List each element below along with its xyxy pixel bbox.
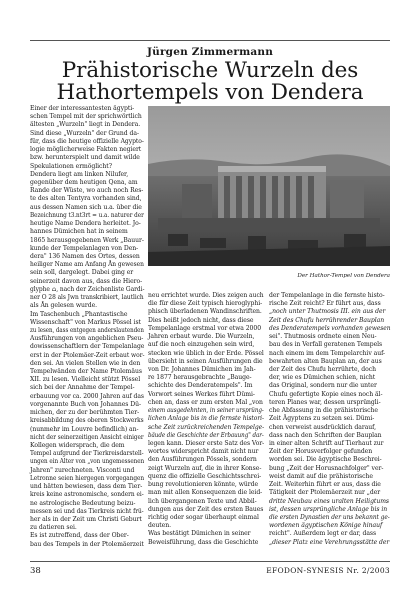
text-line: heiliger Name am Anfang Ån gewesen bbox=[30, 261, 144, 269]
text-line: ungen ein Alter von „von ungemessenen bbox=[30, 458, 145, 466]
text-line: aus dessen Namen sich u.a. über die bbox=[30, 203, 142, 211]
text-line: der Zeit des Chufu herrührte, doch bbox=[269, 365, 376, 373]
footer-rule bbox=[30, 561, 390, 562]
text-line: Tätigkeit der Ptolemäerzeit nur „der bbox=[269, 489, 381, 497]
article-title-line-2: Hathortempels von Dendera bbox=[56, 80, 364, 105]
text-line: re 1877 herausgebrachte „Bauge- bbox=[148, 374, 252, 382]
journal-issue: EFODON-SYNESIS Nr. 2/2003 bbox=[266, 566, 390, 575]
text-line: man mit allen Konsequenzen die leid- bbox=[148, 489, 263, 497]
text-line: zeigt Wurzeln auf, die in ihrer Konse- bbox=[148, 464, 262, 472]
text-line: der, wie es Dümichen schien, nicht bbox=[269, 374, 376, 382]
text-line: lichen Anlage bis in die fernste histori- bbox=[148, 415, 264, 423]
temple-photo bbox=[148, 106, 390, 266]
text-line: ist, dessen ursprüngliche Anlage bis in bbox=[269, 505, 388, 513]
text-line: legen kann. Dieser erste Satz des Vor- bbox=[148, 439, 265, 447]
text-line: Kollegen widersprach, die dem bbox=[30, 442, 125, 450]
text-line: bau des Tempels in der Ptolemäerzeit bbox=[30, 540, 144, 548]
text-line: heutige Name Dendera herleitet. Jo- bbox=[30, 220, 141, 228]
text-line: sei". Thutmosis ordnete einen Neu- bbox=[269, 333, 377, 341]
text-line: „noch unter Thutmosis III. ein aus der bbox=[269, 308, 386, 316]
text-line: 1865 herausgegebenen Werk „Bauur- bbox=[30, 236, 144, 244]
text-line: Vorwort seines Werkes führt Dümi- bbox=[148, 390, 255, 398]
text-line: ner O 28 als Jwn transkribiert, lautlich bbox=[30, 294, 144, 302]
text-line: Dendera liegt am linken Nilufer, bbox=[30, 170, 129, 178]
text-line: ältesten „Wurzeln" liegt in Dendera. bbox=[30, 121, 141, 129]
text-line: die ersten Dynastien der uns bekannt ge- bbox=[269, 513, 390, 521]
text-line: des Denderatempels vorhanden gewesen bbox=[269, 324, 391, 332]
text-line: bung revolutionieren könnte, würde bbox=[148, 481, 259, 489]
text-line: kreisabbildung des oberen Stockwerks bbox=[30, 417, 144, 425]
text-line: Zeit Ägyptens zu setzen sei. Dümi- bbox=[269, 415, 375, 423]
text-line: sein soll, dargelegt. Dabei ging er bbox=[30, 269, 134, 277]
text-line: Zeit. Weiterhin führt er aus, dass die bbox=[269, 481, 381, 489]
text-line: te des alten Tentyra vorhanden sind, bbox=[30, 195, 142, 203]
text-line: messen sei und das Tierkreis nicht frü- bbox=[30, 507, 144, 515]
text-line: teren Planes war, dessen ursprüngli- bbox=[269, 398, 381, 406]
text-line: michen, der zu der berühmten Tier- bbox=[30, 409, 140, 417]
text-line: schichte des Denderatempels". Im bbox=[148, 382, 253, 390]
article-title-line-1: Prähistorische Wurzeln des bbox=[61, 58, 359, 83]
text-line: bzw. herunterspielt und damit wilde bbox=[30, 154, 140, 162]
text-line: kunde der Tempelanlagen von Den- bbox=[30, 244, 139, 252]
text-line: Jahren erbaut wurde. Die Wurzeln, bbox=[148, 333, 255, 341]
text-line: kreis keine astronomische, sondern ei- bbox=[30, 491, 144, 499]
text-line: Wissenschaft" von Markus Pössel ist bbox=[30, 318, 141, 326]
text-line: die für diese Zeit typisch hieroglyphi- bbox=[148, 300, 263, 308]
text-line: her als in der Zeit um Christi Geburt bbox=[30, 516, 142, 523]
text-line: Dies heißt jedoch nicht, dass diese bbox=[148, 316, 254, 324]
text-line: chen verweist ausdrücklich darauf, bbox=[269, 423, 377, 431]
text-line: ne astrologische Bedeutung beizu- bbox=[30, 499, 136, 507]
text-line: Chufu gefertigte Kopie eines noch äl- bbox=[269, 390, 383, 398]
text-line: logie möglicherweise Fakten negiert bbox=[30, 146, 142, 154]
text-line: schen Tempel mit der sprichwörtlich bbox=[30, 113, 142, 121]
text-line: Tempelwänden der Name Ptolemäus bbox=[30, 368, 142, 376]
text-line: weist damit auf die prähistorische bbox=[269, 472, 373, 480]
text-line: gegenüber dem heutigen Qena, am bbox=[30, 178, 138, 186]
photo-caption: Der Hathor-Tempel von Dendera bbox=[297, 273, 390, 279]
text-line: Sind diese „Wurzeln" der Grund da- bbox=[30, 129, 139, 137]
text-line: chen an, dass er zum ersten Mal „von bbox=[148, 398, 263, 406]
text-line: das Original, sondern nur die unter bbox=[269, 382, 377, 390]
text-line: glyphe ⌂, nach der Zeichenliste Gardi- bbox=[30, 285, 145, 293]
text-line: Rande der Wüste, wo auch noch Res- bbox=[30, 187, 144, 195]
text-line: der Tempelanlage in die fernste histo- bbox=[269, 292, 385, 299]
text-line: sich bei der Annahme der Tempel- bbox=[30, 384, 135, 392]
text-line: XII. zu lesen. Vielleicht stützt Pössel bbox=[30, 376, 141, 384]
text-line: dera" 136 Namen des Ortes, dessen bbox=[30, 252, 140, 260]
text-line: reicht". Außerdem legt er dar, dass bbox=[269, 530, 377, 538]
text-line: Tempel aufgrund der Tierkreisdarstell- bbox=[30, 450, 144, 458]
text-line: dritte Neubau eines uralten Heiligtums bbox=[269, 497, 389, 505]
text-line: zu lesen, dass entgegen anderslautenden bbox=[30, 326, 144, 334]
text-line: auf die noch einzugehen sein wird, bbox=[148, 341, 255, 349]
text-line: Im Taschenbuch „Phantastische bbox=[30, 310, 128, 318]
text-line: dungen aus der Zeit des ersten Baues bbox=[148, 505, 264, 513]
text-line: Spekulationen ermöglicht? bbox=[30, 162, 112, 170]
page-number: 38 bbox=[30, 566, 41, 576]
text-line: deuten. bbox=[148, 522, 171, 530]
author-name: Jürgen Zimmermann bbox=[146, 46, 274, 58]
text-line: hannes Dümichen hat in seinem bbox=[30, 228, 128, 236]
text-line: und hätten bewiesen, dass dem Tier- bbox=[30, 483, 143, 491]
text-line: Es ist zutreffend, dass der Ober- bbox=[30, 532, 129, 540]
text-line: stecken wie üblich in der Erde. Pössel bbox=[148, 349, 264, 357]
text-line: als Ån gelesen wurde. bbox=[30, 302, 98, 310]
text-line: phisch überladenen Wandinschriften. bbox=[148, 308, 262, 316]
text-line: seinerzeit davon aus, dass die Hiero- bbox=[30, 277, 143, 285]
text-line: in einer alten Schrift auf Tierhaut zur bbox=[269, 439, 384, 447]
text-line: bewahrten alten Bauplan an, der aus bbox=[269, 357, 382, 365]
text-line: wordenen ägyptischen Könige hinauf bbox=[269, 522, 383, 530]
text-line: lich übergangenen Texte und Abbil- bbox=[148, 497, 257, 505]
text-line: erbauung vor ca. 2000 Jahren auf das bbox=[30, 392, 144, 400]
text-line: Einer der interessantesten ägypti- bbox=[30, 105, 135, 112]
text-line: übersieht in seinen Ausführungen die bbox=[148, 357, 263, 365]
text-line: Beweisführung, dass die Geschichte bbox=[148, 538, 259, 546]
text-line: zu datieren sei. bbox=[30, 524, 77, 532]
text-line: den Ausführungen Pössels, sondern bbox=[148, 456, 257, 464]
text-line: richtig oder sogar überhaupt einmal bbox=[148, 513, 259, 521]
text-line: bung „Zeit der Horusnachfolger" ver- bbox=[269, 464, 384, 472]
text-line: sche Zeit zurückreichenden Tempelge- bbox=[148, 423, 265, 431]
header-rule-top bbox=[30, 40, 390, 41]
text-line: Jahren" zurechneten. Visconti und bbox=[30, 466, 135, 474]
text-line: nach einem im dem Tempelarchiv auf- bbox=[269, 349, 386, 357]
text-line: Was bestätigt Dümichen in seiner bbox=[148, 530, 251, 538]
text-line: (nunmehr im Louvre befindlich) an- bbox=[30, 425, 139, 433]
text-line: „dieser Platz eine Verehrungsstätte der bbox=[269, 538, 390, 546]
text-line: che Abfassung in die prähistorische bbox=[269, 407, 378, 415]
text-line: den sei. An vielen Stellen wie in den bbox=[30, 359, 141, 367]
text-line: von Dr. Johannes Dümichen im Jah- bbox=[148, 365, 256, 373]
text-line: erst in der Ptolemäer-Zeit erbaut wor- bbox=[30, 351, 145, 359]
text-line: wortes widerspricht damit nicht nur bbox=[148, 448, 259, 456]
text-line: dowissenschaftlern der Tempelanlage bbox=[30, 343, 145, 351]
text-line: einem ausgedehnten, in seiner ursprüng- bbox=[148, 407, 264, 415]
text-line: für, dass die heutige offizielle Ägypto- bbox=[30, 137, 144, 145]
text-line: worden sei. Die ägyptische Beschrei- bbox=[269, 456, 382, 464]
text-line: neu errichtet wurde. Dies zeigen auch bbox=[148, 292, 264, 299]
text-line: bäude die Geschichte der Erbauung" dar- bbox=[148, 431, 264, 439]
text-line: vorgenannte Buch von Johannes Dü- bbox=[30, 400, 141, 408]
text-line: nicht der seinerzeitigen Ansicht einiger bbox=[30, 433, 144, 441]
text-line: quenz die offizielle Geschichtsschrei- bbox=[148, 472, 262, 480]
text-line: Letronne seien hiergegen vorgegangen bbox=[30, 474, 145, 482]
text-line: Ausführungen von angeblichen Pseu- bbox=[30, 335, 144, 343]
text-line: bau des in Verfall geratenen Tempels bbox=[269, 341, 383, 349]
text-line: dass nach den Schriften der Bauplan bbox=[269, 431, 382, 439]
text-line: Zeit der Horusverfolger gefunden bbox=[269, 448, 373, 456]
text-line: rische Zeit reicht? Er führt aus, dass bbox=[269, 300, 381, 308]
text-line: Tempelanlage erstmal vor etwa 2000 bbox=[148, 324, 262, 332]
text-line: Zeit des Chufu herrührender Bauplan bbox=[269, 316, 385, 324]
text-line: Bezeichnung t3.nt3rt = u.a. naturer der bbox=[30, 211, 144, 219]
